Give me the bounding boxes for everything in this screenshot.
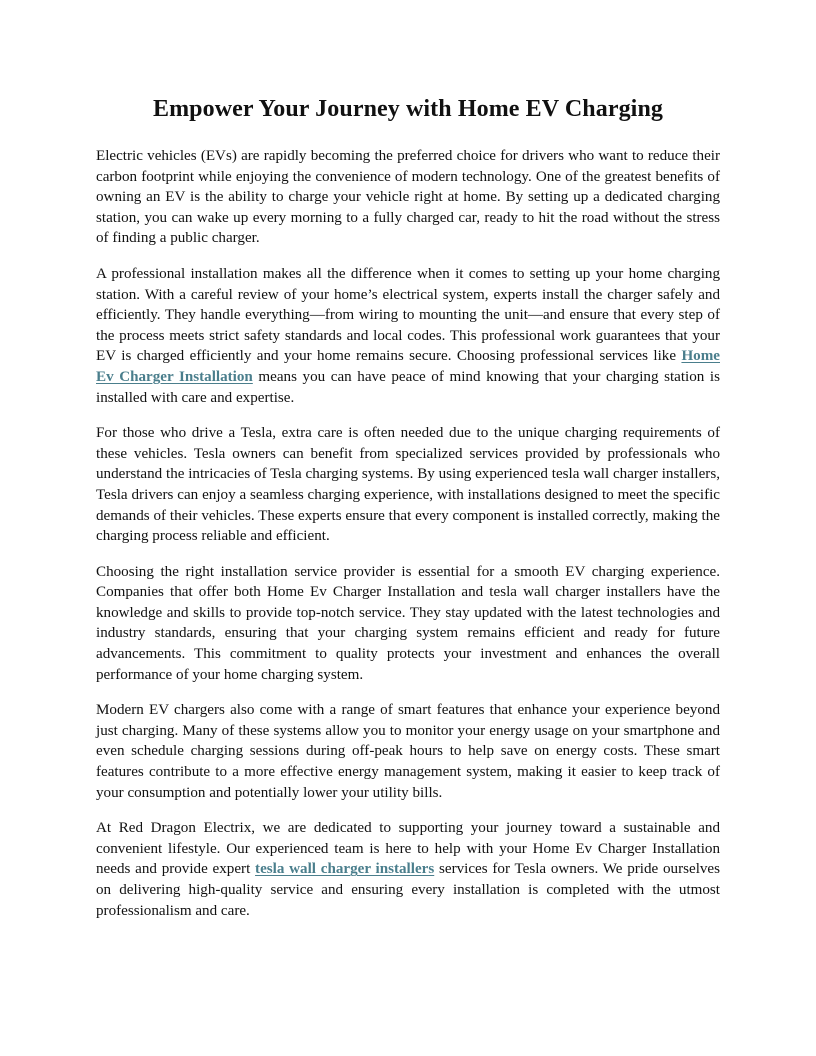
paragraph-text-before-link: At Red Dragon Electrix, we are dedicated to supporting your journey toward a sustainable and convenient lifestyle. Our experienced team is here to help with your Home Ev Charger Installation needs and provide expert xyxy=(96,820,720,878)
paragraph-professional-installation xyxy=(96,264,720,408)
paragraph-smart-features: Modern EV chargers also come with a range of smart features that enhance your experience beyond just charging. Many of these systems allow you to monitor your energy usage on your smartphone and even schedule charging sessions during off-peak hours to help save on energy costs. These smart features contribute to a more effective energy management system, making it easier to keep track of your consumption and potentially lower your utility bills. xyxy=(96,702,720,801)
tesla-wall-charger-installers-link[interactable]: tesla wall charger installers xyxy=(255,861,435,878)
home-ev-charger-installation-link[interactable]: Home Ev Charger Installation xyxy=(96,348,720,385)
paragraph-tesla: For those who drive a Tesla, extra care is often needed due to the unique charging requirements of these vehicles. Tesla owners can benefit from specialized services provided by professionals who understand the intricacies of Tesla charging systems. By using experienced tesla wall charger installers, Tesla drivers can enjoy a seamless charging experience, with installations designed to meet the specific demands of their vehicles. These experts ensure that every component is installed correctly, making the charging process reliable and efficient. xyxy=(96,425,720,545)
paragraph-text-before-link: A professional installation makes all the difference when it comes to setting up your home charging station. With a careful review of your home’s electrical system, experts install the charger safely and efficiently. They handle everything—from wiring to mounting the unit—and ensure that every step of the process meets strict safety standards and local codes. This professional work guarantees that your EV is charged efficiently and your home remains secure. Choosing professional services like xyxy=(96,265,720,365)
paragraph-choosing-provider: Choosing the right installation service provider is essential for a smooth EV charging experience. Companies that offer both Home Ev Charger Installation and tesla wall charger installers have the knowledge and skills to provide top-notch service. They stay updated with the latest technologies and industry standards, ensuring that your charging system remains efficient and ready for future advancements. This commitment to quality protects your investment and enhances the overall performance of your home charging system. xyxy=(96,563,720,683)
paragraph-text-after-link: means you can have peace of mind knowing that your charging station is installed with care and expertise. xyxy=(96,368,720,406)
paragraph-intro: Electric vehicles (EVs) are rapidly becoming the preferred choice for drivers who want to reduce their carbon footprint while enjoying the convenience of modern technology. One of the greatest benefits of owning an EV is the ability to charge your vehicle right at home. By setting up a dedicated charging station, you can wake up every morning to a fully charged car, ready to hit the road without the stress of finding a public charger. xyxy=(96,148,720,247)
document-title: Empower Your Journey with Home EV Charging xyxy=(152,96,663,122)
document-page xyxy=(96,92,720,936)
paragraph-text-after-link: services for Tesla owners. We pride ourselves on delivering high-quality service and ensuring every installation is completed with the utmost professionalism and care. xyxy=(96,861,721,919)
paragraph-red-dragon xyxy=(96,818,720,921)
